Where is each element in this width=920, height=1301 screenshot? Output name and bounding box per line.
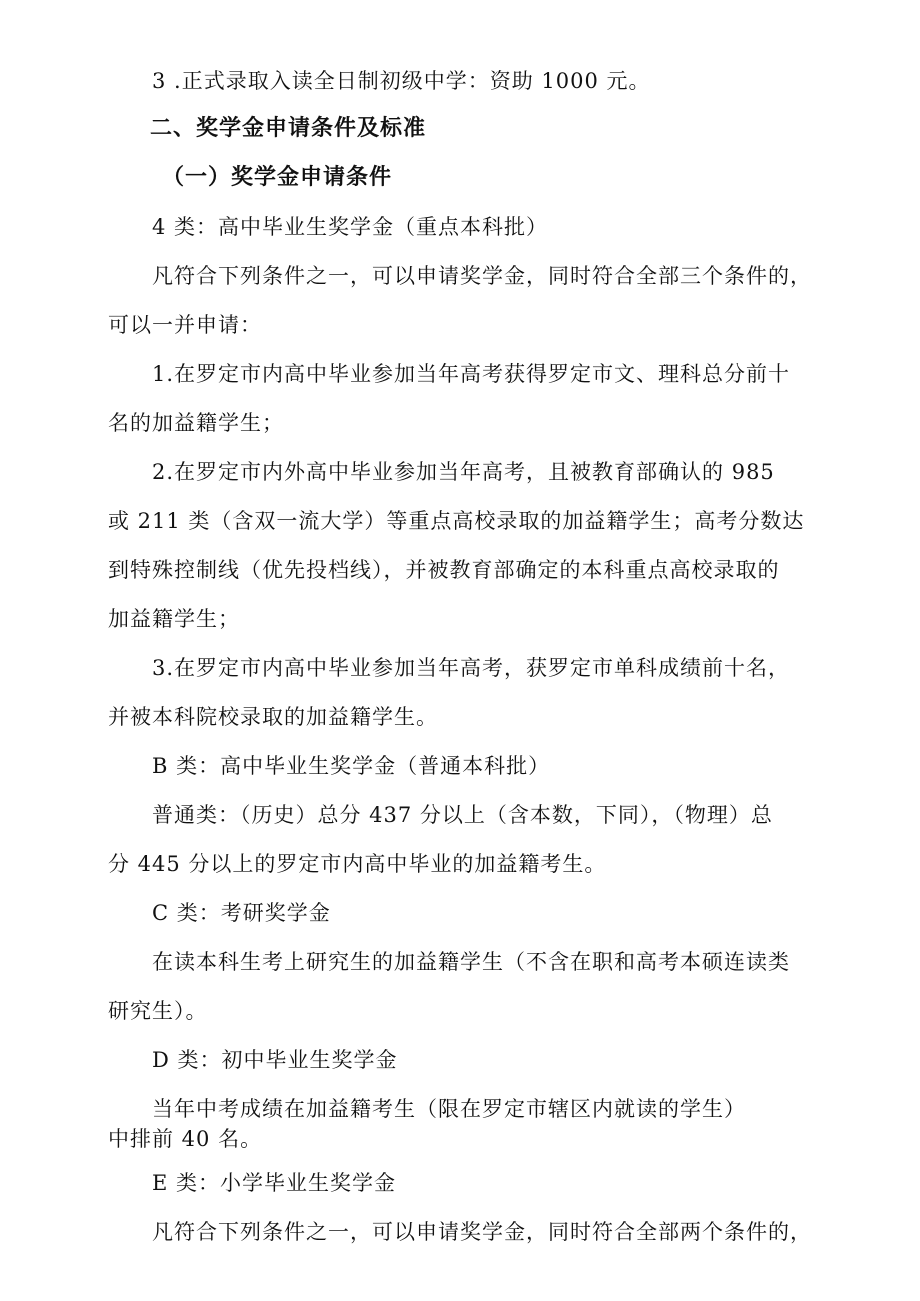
category-a-heading: 4 类：高中毕业生奖学金（重点本科批） xyxy=(152,215,549,239)
category-b-text: 分 445 分以上的罗定市内高中毕业的加益籍考生。 xyxy=(108,852,607,876)
category-d-text: 中排前 40 名。 xyxy=(108,1127,263,1151)
category-b-text: 普通类：（历史）总分 437 分以上（含本数，下同），（物理）总 xyxy=(152,803,773,827)
paragraph-text: 凡符合下列条件之一，可以申请奖学金，同时符合全部两个条件的， xyxy=(152,1220,812,1244)
condition-2-text: 加益籍学生； xyxy=(108,607,240,631)
condition-3-text: 并被本科院校录取的加益籍学生。 xyxy=(108,705,438,729)
category-c-heading: C 类：考研奖学金 xyxy=(152,901,331,925)
paragraph-text: 可以一并申请： xyxy=(108,313,262,337)
condition-1-text: 名的加益籍学生； xyxy=(108,411,284,435)
condition-2-text: 或 211 类（含双一流大学）等重点高校录取的加益籍学生；高考分数达 xyxy=(108,509,805,533)
subsection-heading-application-conditions: （一）奖学金申请条件 xyxy=(162,165,393,190)
category-c-text: 在读本科生考上研究生的加益籍学生（不含在职和高考本硕连读类 xyxy=(152,950,790,974)
item-3-junior-middle-school-aid: 3 .正式录取入读全日制初级中学：资助 1000 元。 xyxy=(152,69,651,93)
category-d-text: 当年中考成绩在加益籍考生（限在罗定市辖区内就读的学生） xyxy=(152,1097,746,1121)
category-e-heading: E 类：小学毕业生奖学金 xyxy=(152,1171,397,1195)
paragraph-text: 凡符合下列条件之一，可以申请奖学金，同时符合全部三个条件的， xyxy=(152,264,812,288)
category-b-heading: B 类：高中毕业生奖学金（普通本科批） xyxy=(152,754,551,778)
category-d-heading: D 类：初中毕业生奖学金 xyxy=(152,1048,398,1072)
section-heading-scholarship-conditions: 二、奖学金申请条件及标准 xyxy=(150,116,427,141)
category-c-text: 研究生）。 xyxy=(108,999,208,1023)
condition-1-text: 1.在罗定市内高中毕业参加当年高考获得罗定市文、理科总分前十 xyxy=(152,362,791,386)
condition-2-text: 到特殊控制线（优先投档线），并被教育部确定的本科重点高校录取的 xyxy=(108,558,780,582)
condition-2-text: 2.在罗定市内外高中毕业参加当年高考，且被教育部确认的 985 xyxy=(152,460,775,484)
condition-3-text: 3.在罗定市内高中毕业参加当年高考，获罗定市单科成绩前十名， xyxy=(152,656,791,680)
